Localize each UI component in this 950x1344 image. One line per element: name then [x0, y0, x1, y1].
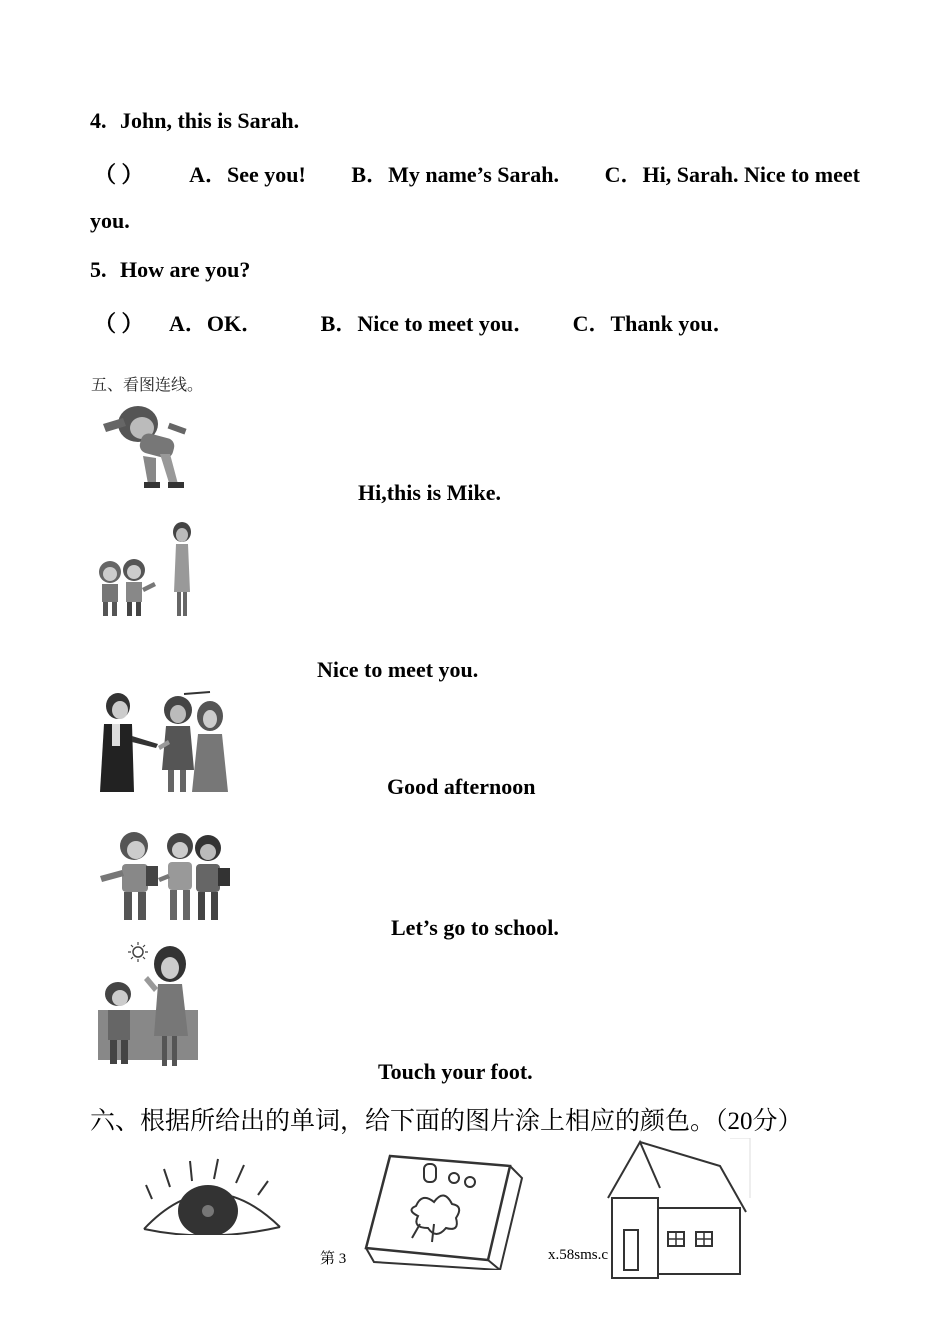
question-5-prompt	[90, 257, 250, 283]
match-phrase-5[interactable]: Touch your foot.	[378, 1059, 533, 1084]
section-5-heading: 五、看图连线。	[91, 375, 204, 394]
question-4-continuation: you.	[90, 208, 130, 233]
house-drawing[interactable]	[600, 1138, 752, 1280]
page-url-fragment: x.58sms.c	[548, 1247, 608, 1263]
match-phrase-4[interactable]: Let’s go to school.	[391, 915, 559, 940]
page-number: 第 3	[320, 1251, 347, 1267]
question-text: How are you?	[120, 257, 251, 282]
picture-boy-and-woman-afternoon	[98, 940, 202, 1070]
question-4-prompt	[90, 108, 299, 134]
question-number: 4.	[90, 108, 107, 133]
picture-handshake	[98, 690, 230, 794]
picture-children-walking	[98, 828, 232, 928]
match-phrase-2[interactable]: Nice to meet you.	[317, 657, 479, 682]
picture-girl-touching-foot	[98, 396, 193, 496]
option-c: C．Hi, Sarah. Nice to meet	[604, 162, 860, 187]
section-6-heading: 六、根据所给出的单词，给下面的图片涂上相应的颜色。（20分）	[90, 1108, 803, 1135]
option-a: A．OK．	[169, 311, 264, 336]
eye-drawing[interactable]	[140, 1155, 285, 1235]
question-4-options	[94, 158, 860, 189]
question-5-options	[94, 307, 735, 338]
match-phrase-3[interactable]: Good afternoon	[387, 774, 536, 799]
picture-children-and-teacher	[94, 522, 204, 622]
match-phrase-1[interactable]: Hi,this is Mike.	[358, 480, 502, 505]
option-b: B．Nice to meet you．	[320, 311, 536, 336]
answer-blank[interactable]: （ ）	[94, 311, 144, 336]
option-a: A．See you!	[189, 162, 306, 187]
book-drawing[interactable]	[360, 1148, 525, 1270]
answer-blank[interactable]: （ ）	[94, 162, 144, 187]
option-b: B．My name’s Sarah.	[351, 162, 559, 187]
question-number: 5.	[90, 257, 107, 282]
question-text: John, this is Sarah.	[120, 108, 300, 133]
option-c: C．Thank you．	[572, 311, 735, 336]
